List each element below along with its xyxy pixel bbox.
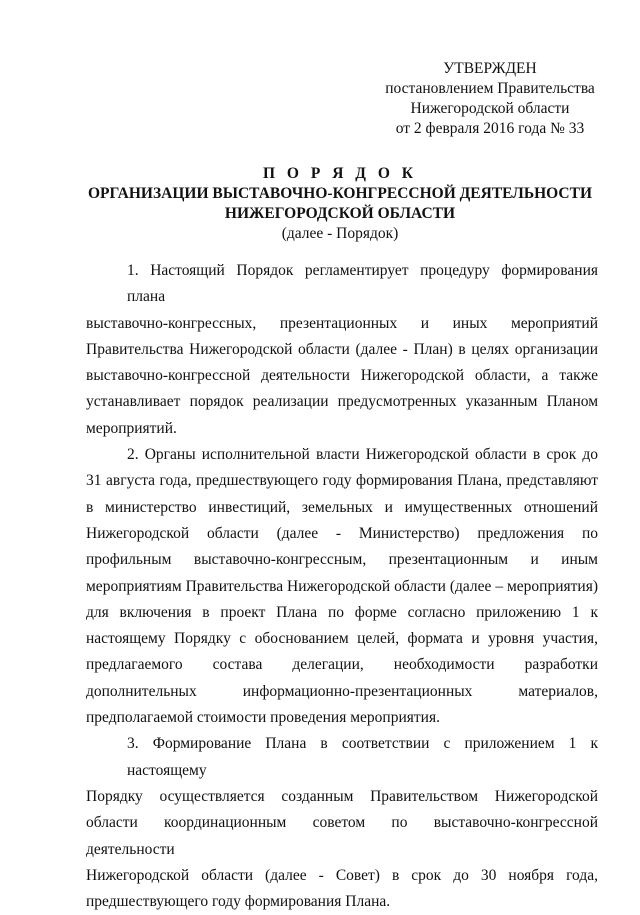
approval-line: постановлением Правительства (385, 80, 595, 97)
text-line: 2. Органы исполнительной власти Нижегородской области в срок до (127, 446, 598, 464)
approval-title: УТВЕРЖДЕН (443, 60, 537, 77)
text-line: профильным выставочно-конгрессным, презентационным и иным (86, 551, 598, 569)
text-line: выставочно-конгрессной деятельности Нижегородской области, а также (86, 367, 598, 385)
text-line: Правительства Нижегородской области (далее - План) в целях организации (86, 340, 598, 358)
text-line: предшествующего году формирования Плана. (86, 893, 391, 911)
document-body (86, 258, 598, 915)
text-line: дополнительных информационно-презентационных материалов, (86, 682, 598, 700)
title-heading: П О Р Я Д О К (263, 165, 417, 182)
text-line: области координационным советом по выставочно-конгрессной деятельности (86, 814, 598, 858)
text-line: 1. Настоящий Порядок регламентирует процедуру формирования плана (127, 262, 598, 306)
text-line: настоящему Порядку с обоснованием целей, формата и уровня участия, (86, 630, 598, 648)
text-line: устанавливает порядок реализации предусмотренных указанным Планом (86, 393, 598, 411)
text-line: для включения в проект Плана по форме согласно приложению 1 к (86, 603, 598, 621)
text-line: Нижегородской области (далее - Совет) в срок до 30 ноября года, (86, 866, 598, 884)
text-line: 31 августа года, предшествующего году формирования Плана, представляют (86, 472, 598, 490)
paragraph-2 (86, 442, 598, 731)
title-line: ОРГАНИЗАЦИИ ВЫСТАВОЧНО-КОНГРЕССНОЙ ДЕЯТЕЛЬНОСТИ (87, 185, 592, 202)
paragraph-3 (86, 731, 598, 915)
text-line: мероприятий. (86, 419, 177, 437)
text-line: выставочно-конгрессных, презентационных и иных мероприятий (86, 314, 598, 332)
paragraph-1 (86, 258, 598, 442)
text-line: мероприятиям Правительства Нижегородской области (далее – мероприятия) (86, 577, 598, 595)
approval-stamp (360, 59, 620, 139)
approval-date: от 2 февраля 2016 года № 33 (395, 120, 585, 137)
text-line: в министерство инвестиций, земельных и имущественных отношений (86, 498, 598, 516)
text-line: Порядку осуществляется созданным Правительством Нижегородской (86, 787, 598, 805)
text-line: 3. Формирование Плана в соответствии с приложением 1 к настоящему (127, 735, 598, 779)
title-subtitle: (далее - Порядок) (281, 225, 399, 242)
text-line: предполагаемой стоимости проведения мероприятия. (86, 709, 440, 727)
title-line: НИЖЕГОРОДСКОЙ ОБЛАСТИ (224, 205, 456, 222)
text-line: Нижегородской области (далее - Министерство) предложения по (86, 524, 598, 542)
text-line: предлагаемого состава делегации, необходимости разработки (86, 656, 598, 674)
approval-line: Нижегородской области (410, 100, 570, 117)
document-title (70, 164, 610, 244)
